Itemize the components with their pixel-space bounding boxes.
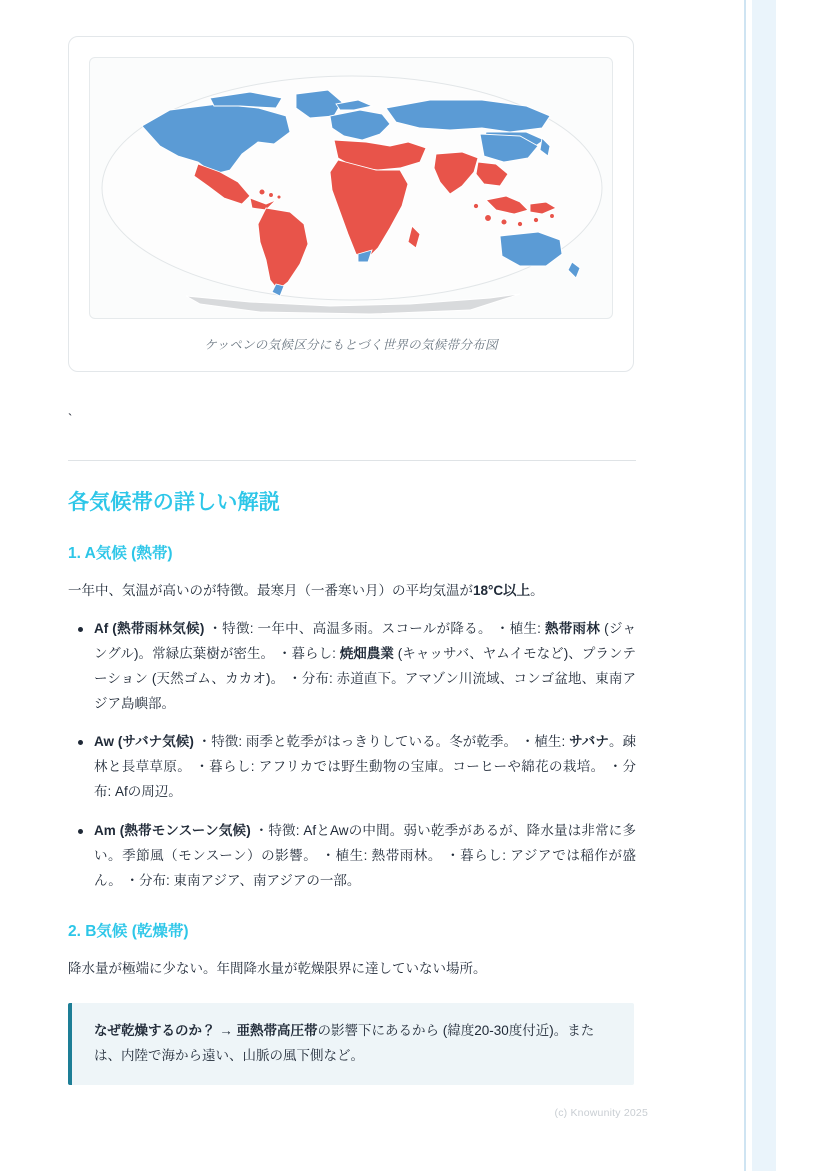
callout-tail: の影響下にあるから (緯度20-30度付近)。または、内陸で海から遠い、山脈の風下側など。 [94, 1022, 595, 1063]
callout-lead: なぜ乾燥するのか？ [94, 1022, 216, 1038]
world-climate-zones-map [89, 57, 613, 319]
map-svg [90, 58, 613, 318]
footer-watermark: (c) Knowunity 2025 [554, 1107, 648, 1119]
list-item [94, 730, 636, 805]
callout-arrow: → [215, 1022, 237, 1038]
stray-backtick: ` [68, 411, 73, 426]
aw-seg1: ・特徴: 雨季と乾季がはっきりしている。冬が乾季。 ・植生: [193, 734, 570, 750]
paragraph-climate-b-intro: 降水量が極端に少ない。年間降水量が乾燥限界に達していない場所。 [68, 960, 487, 976]
figure-caption: ケッペンの気候区分にもとづく世界の気候帯分布図 [204, 338, 498, 352]
term-aw: Aw (サバナ気候) [94, 734, 194, 750]
scrollbar-track[interactable] [752, 0, 776, 1171]
am-seg1: ・特徴: AfとAwの中間。弱い乾季があるが、降水量は非常に多い。季節風（モンスーン）の影響。 ・植生: 熱帯雨林。 ・暮らし: アジアでは稲作が盛ん。 ・分布: 東南アジア、南アジアの一部。 [94, 823, 636, 889]
document-content [68, 36, 636, 1085]
scrollbar-region[interactable] [744, 0, 828, 1171]
climate-a-list [68, 617, 636, 895]
scrollbar-edge-line [744, 0, 746, 1171]
callout-box [68, 1003, 634, 1085]
figure-card [68, 36, 634, 372]
list-item [94, 819, 636, 894]
heading-climate-b: 2. B気候 (乾燥帯) [68, 923, 189, 941]
paragraph-climate-a-intro [68, 579, 636, 603]
section-divider [68, 460, 636, 461]
af-bold1: 熱帯雨林 [544, 620, 601, 636]
callout-text [94, 1019, 614, 1069]
climate-a-intro-pre: 一年中、気温が高いのが特徴。最寒月（一番寒い月）の平均気温が [68, 582, 473, 598]
term-af: Af (熱帯雨林気候) [94, 620, 205, 636]
term-am: Am (熱帯モンスーン気候) [94, 823, 251, 839]
callout-term: 亜熱帯高圧帯 [236, 1022, 318, 1038]
aw-seg2: 。疎林と長草草原。 ・暮らし: アフリカでは野生動物の宝庫。コーヒーや綿花の栽培。 ・分布: Afの周辺。 [94, 734, 636, 800]
af-bold2: 焼畑農業 [339, 645, 394, 661]
af-seg3: (キャッサバ、ヤムイモなど)、プランテーション (天然ゴム、カカオ)。 ・分布: 赤道直下。アマゾン川流域、コンゴ盆地、東南アジア島嶼部。 [94, 645, 637, 711]
aw-bold1: サバナ [569, 734, 609, 750]
af-seg2: (ジャングル)。常緑広葉樹が密生。 ・暮らし: [94, 620, 636, 661]
climate-a-intro-bold: 18°C以上 [473, 582, 531, 598]
heading-climate-a: 1. A気候 (熱帯) [68, 545, 173, 563]
af-seg1: ・特徴: 一年中、高温多雨。スコールが降る。 ・植生: [204, 620, 545, 636]
list-item [94, 617, 636, 717]
page-title: 各気候帯の詳しい解説 [68, 491, 280, 514]
climate-a-intro-post: 。 [530, 582, 544, 598]
